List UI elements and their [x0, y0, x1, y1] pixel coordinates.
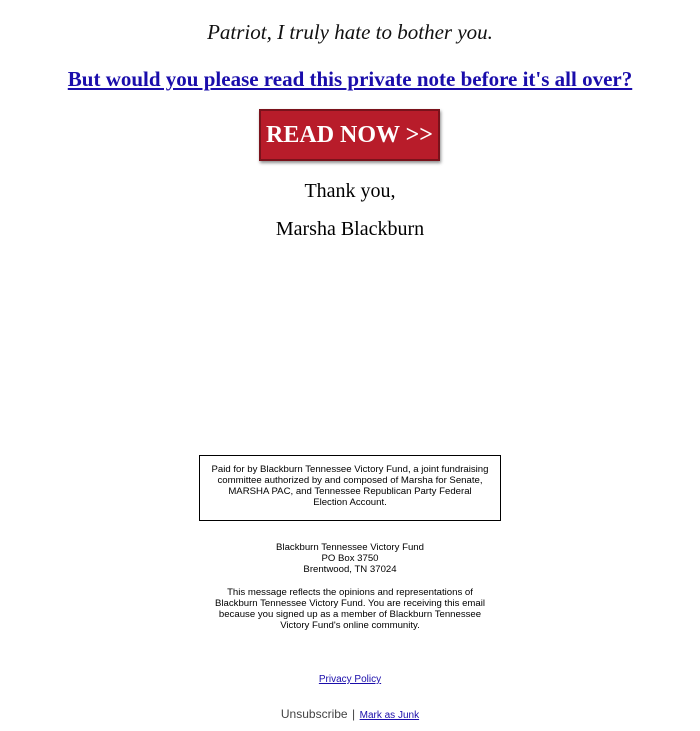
- read-now-button[interactable]: READ NOW >>: [259, 109, 440, 161]
- address-line-org: Blackburn Tennessee Victory Fund: [276, 542, 424, 553]
- address-line-pobox: PO Box 3750: [321, 553, 379, 564]
- paid-for-disclosure-box: [199, 455, 501, 521]
- intro-text: Patriot, I truly hate to bother you.: [207, 20, 493, 44]
- footer-separator: |: [352, 707, 356, 721]
- signature-name: Marsha Blackburn: [275, 218, 425, 240]
- footer-links: [0, 705, 700, 723]
- address-line-city: Brentwood, TN 37024: [303, 564, 397, 575]
- disclaimer-text: This message reflects the opinions and representations of Blackburn Tennessee Victory Fund. You are receiving this email because you signed up as a member of Blackburn Tennessee Victory Fund's online community.: [214, 587, 486, 631]
- mailing-address: [0, 542, 700, 575]
- paid-for-text: Paid for by Blackburn Tennessee Victory Fund, a joint fundraising committee authorized by and composed of Marsha for Senate, MARSHA PAC, and Tennessee Republican Party Federal Election Account.: [211, 464, 489, 508]
- private-note-link[interactable]: But would you please read this private note before it's all over?: [67, 67, 633, 91]
- privacy-row: [0, 674, 700, 685]
- thanks-text: Thank you,: [304, 180, 396, 202]
- mark-as-junk-link[interactable]: Mark as Junk: [359, 710, 420, 721]
- unsubscribe-link[interactable]: Unsubscribe: [280, 707, 348, 721]
- privacy-policy-link[interactable]: Privacy Policy: [318, 674, 382, 685]
